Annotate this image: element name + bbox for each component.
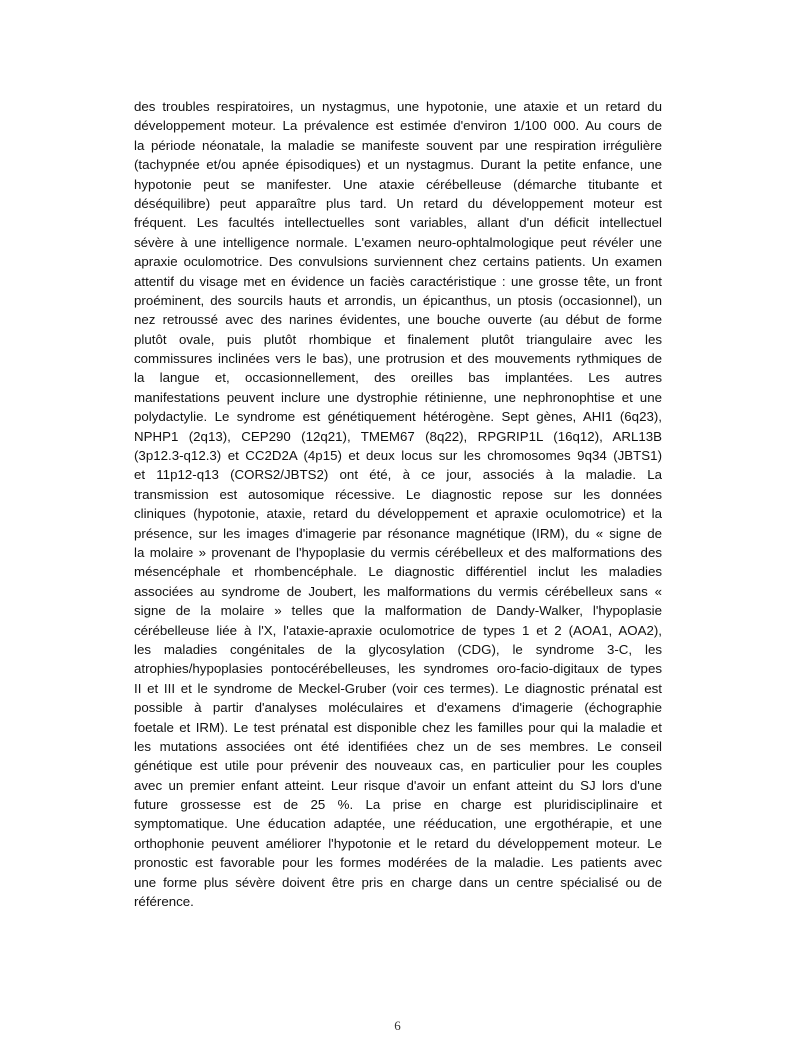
paragraph-line: atrophies/hypoplasies pontocérébelleuses, les syndromes oro-facio-digitaux de types [134,661,662,677]
paragraph-line: des troubles respiratoires, un nystagmus, une hypotonie, une ataxie et un retard du [134,99,662,114]
paragraph-line: symptomatique. Une éducation adaptée, une rééducation, une ergothérapie, et une [134,816,662,832]
paragraph-line: les maladies congénitales de la glycosylation (CDG), le syndrome 3-C, les [134,641,662,657]
paragraph-line: apraxie oculomotrice. Des convulsions surviennent chez certains patients. Un examen [134,254,662,270]
paragraph-line: associées au syndrome de Joubert, les malformations du vermis cérébelleux sans « [134,583,662,599]
paragraph-line: fréquent. Les facultés intellectuelles sont variables, allant d'un déficit intellectuel [134,215,662,231]
paragraph-line: avec un premier enfant atteint. Leur risque d'avoir un enfant atteint du SJ lors d'une [134,777,662,793]
paragraph-line: foetale et IRM). Le test prénatal est disponible chez les familles pour qui la maladie et [134,719,662,735]
paragraph-line: génétique est utile pour prévenir des nouveaux cas, en particulier pour les couples [134,758,662,774]
paragraph-line: développement moteur. La prévalence est estimée d'environ 1/100 000. Au cours de [134,118,662,134]
paragraph-line: transmission est autosomique récessive. Le diagnostic repose sur les données [134,486,662,502]
body-paragraph [134,97,662,911]
paragraph-line: une forme plus sévère doivent être pris en charge dans un centre spécialisé ou de [134,874,662,890]
paragraph-line: et 11p12-q13 (CORS2/JBTS2) ont été, à ce jour, associés à la maladie. La [134,467,662,483]
paragraph-line: (3p12.3-q12.3) et CC2D2A (4p15) et deux locus sur les chromosomes 9q34 (JBTS1) [134,448,662,464]
paragraph-line: commissures inclinées vers le bas), une protrusion et des mouvements rythmiques de [134,351,662,367]
paragraph-line: cliniques (hypotonie, ataxie, retard du développement et apraxie oculomotrice) et la [134,506,662,522]
paragraph-line: la période néonatale, la maladie se manifeste souvent par une respiration irrégulière [134,137,662,153]
paragraph-line: les mutations associées ont été identifiées chez un de ses membres. Le conseil [134,738,662,754]
paragraph-line: mésencéphale et rhombencéphale. Le diagnostic différentiel inclut les maladies [134,564,662,580]
paragraph-line: II et III et le syndrome de Meckel-Gruber (voir ces termes). Le diagnostic prénatal est [134,680,662,696]
page-number: 6 [394,1018,401,1033]
paragraph-line: plutôt ovale, puis plutôt rhombique et finalement plutôt triangulaire avec les [134,331,662,347]
paragraph-line: signe de la molaire » telles que la malformation de Dandy-Walker, l'hypoplasie [134,603,662,619]
paragraph-line: la molaire » provenant de l'hypoplasie du vermis cérébelleux et des malformations des [134,544,662,560]
paragraph-line: déséquilibre) peut apparaître plus tard. Un retard du développement moteur est [134,195,662,211]
paragraph-line: sévère à une intelligence normale. L'examen neuro-ophtalmologique peut révéler une [134,234,662,250]
paragraph-line: polydactylie. Le syndrome est génétiquement hétérogène. Sept gènes, AHI1 (6q23), [134,409,662,425]
paragraph-line: pronostic est favorable pour les formes modérées de la maladie. Les patients avec [134,855,662,871]
paragraph-line: (tachypnée et/ou apnée épisodiques) et un nystagmus. Durant la petite enfance, une [134,157,662,173]
paragraph-line: nez retroussé avec des narines évidentes, une bouche ouverte (au début de forme [134,312,662,328]
paragraph-line: la langue et, occasionnellement, des oreilles bas implantées. Les autres [134,370,662,386]
paragraph-line: présence, sur les images d'imagerie par résonance magnétique (IRM), du « signe de [134,525,662,541]
paragraph-line: hypotonie peut se manifester. Une ataxie cérébelleuse (démarche titubante et [134,176,662,192]
paragraph-line: référence. [134,894,194,910]
paragraph-line: orthophonie peuvent améliorer l'hypotonie et le retard du développement moteur. Le [134,835,662,851]
paragraph-line: NPHP1 (2q13), CEP290 (12q21), TMEM67 (8q22), RPGRIP1L (16q12), ARL13B [134,428,662,444]
paragraph-line: proéminent, des sourcils hauts et arrondis, un épicanthus, un ptosis (occasionnel), un [134,292,662,308]
paragraph-line: possible à partir d'analyses moléculaires et d'examens d'imagerie (échographie [134,700,662,716]
paragraph-line: future grossesse est de 25 %. La prise en charge est pluridisciplinaire et [134,797,662,813]
paragraph-line: attentif du visage met en évidence un faciès caractéristique : une grosse tête, un front [134,273,662,289]
paragraph-line: manifestations peuvent inclure une dystrophie rétinienne, une nephronophtise et une [134,389,662,405]
paragraph-line: cérébelleuse liée à l'X, l'ataxie-apraxie oculomotrice de types 1 et 2 (AOA1, AOA2), [134,622,662,638]
